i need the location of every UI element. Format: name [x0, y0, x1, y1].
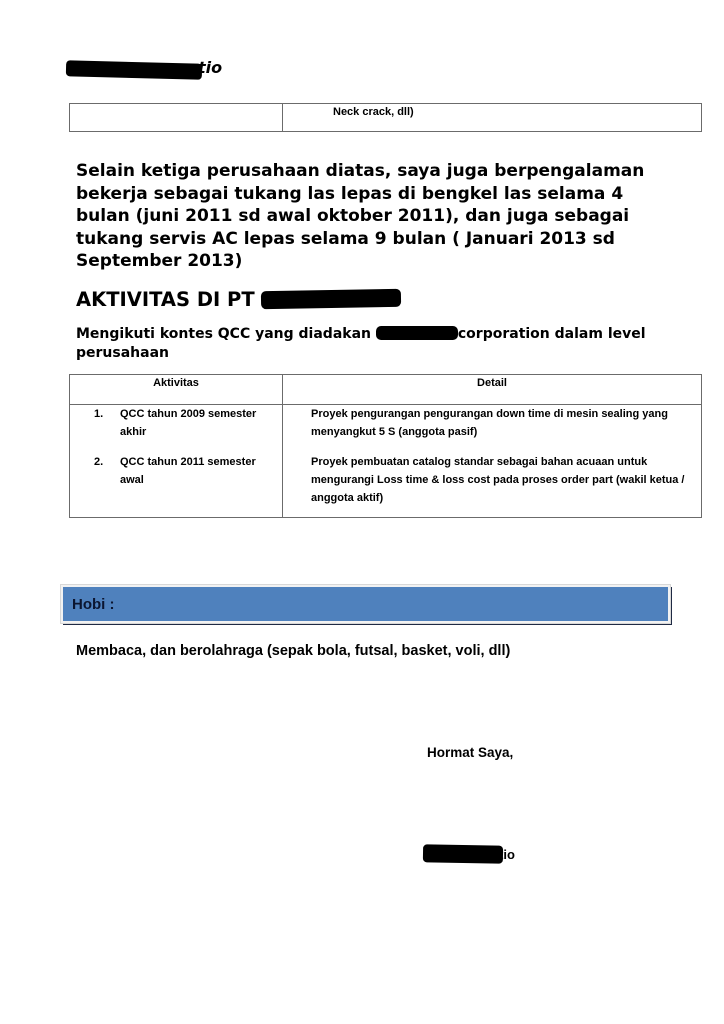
hobby-text: Membaca, dan berolahraga (sepak bola, futsal, basket, voli, dll): [76, 643, 511, 659]
list-item: 1. QCC tahun 2009 semester akhir: [94, 408, 257, 438]
detail-item: Proyek pembuatan catalog standar sebagai bahan acuaan untuk mengurangi Loss time & loss cost pada proses order part (wakil ketua / anggota aktif): [311, 456, 685, 504]
name-suffix: tio: [198, 58, 223, 77]
column-header-detail: Detail: [283, 375, 702, 405]
list-item: 2. QCC tahun 2011 semester awal: [94, 456, 256, 486]
activities-heading: [76, 288, 401, 311]
activities-title: AKTIVITAS DI PT: [76, 288, 255, 311]
activities-table: [69, 374, 702, 518]
table-row: [70, 405, 702, 518]
redaction-mark: [423, 844, 503, 863]
table-header-row: [70, 375, 702, 405]
detail-item: Proyek pengurangan pengurangan down time di mesin sealing yang menyangkut 5 S (anggota pasif): [311, 408, 668, 438]
table-row: [70, 104, 702, 132]
hobby-label: Hobi :: [72, 596, 115, 613]
redaction-mark: [66, 60, 202, 80]
table-cell: Neck crack, dll): [283, 104, 702, 132]
hobby-section-header: [61, 585, 670, 623]
activity-cell: [70, 405, 283, 518]
redaction-mark: [261, 289, 401, 309]
redaction-mark: [376, 326, 458, 340]
experience-table-continuation: [69, 103, 702, 132]
experience-paragraph: Selain ketiga perusahaan diatas, saya juga berpengalaman bekerja sebagai tukang las lepas di bengkel las selama 4 bulan (juni 2011 sd awal oktober 2011), dan juga sebagai tukang servis AC lepas selama 9 bulan ( Januari 2013 sd September 2013): [76, 161, 645, 271]
qcc-intro-text: Mengikuti kontes QCC yang diadakan corporation dalam level perusahaan: [76, 326, 646, 361]
detail-cell: [283, 405, 702, 518]
table-cell: [70, 104, 283, 132]
closing-greeting: Hormat Saya,: [427, 745, 514, 760]
signature-suffix: tio: [499, 847, 515, 862]
column-header-aktivitas: Aktivitas: [70, 375, 283, 405]
